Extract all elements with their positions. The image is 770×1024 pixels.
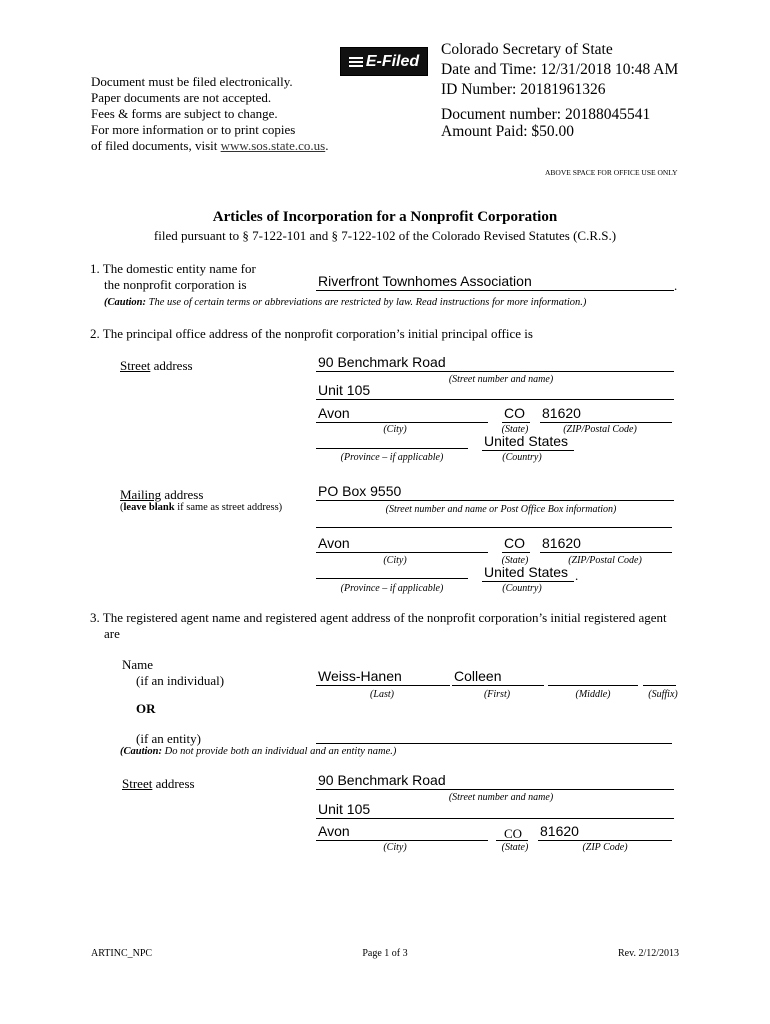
zip-postal-caption: (ZIP/Postal Code) xyxy=(563,424,637,435)
middle-caption: (Middle) xyxy=(575,689,611,700)
agent-city-caption: (City) xyxy=(383,842,407,853)
office-name: Colorado Secretary of State xyxy=(441,41,613,58)
agent-street-address-label: Street address xyxy=(122,776,195,791)
section1-label-2: the nonprofit corporation is xyxy=(104,277,247,292)
or-label: OR xyxy=(136,701,156,716)
date-time: Date and Time: 12/31/2018 10:48 AM xyxy=(441,61,679,78)
street-number-caption: (Street number and name) xyxy=(448,374,554,385)
section1-caution: (Caution: The use of certain terms or abbreviations are restricted by law. Read instructions for more information.) xyxy=(104,297,587,308)
mailing-address-label: Mailing address xyxy=(120,487,204,502)
notice-line-1: Document must be filed electronically. xyxy=(91,74,293,89)
sos-website-link[interactable]: www.sos.state.co.us xyxy=(220,138,326,153)
e-filed-logo: E-Filed xyxy=(340,47,428,76)
mailing-zip-field[interactable]: 81620 xyxy=(540,535,672,553)
agent-street-caption: (Street number and name) xyxy=(448,792,554,803)
mailing-state-caption: (State) xyxy=(501,555,529,566)
agent-zip-caption: (ZIP Code) xyxy=(582,842,628,853)
agent-zip-field[interactable]: 81620 xyxy=(538,823,672,841)
entity-name-field[interactable]: Riverfront Townhomes Association xyxy=(316,273,674,291)
street-or-po-caption: (Street number and name or Post Office Box information) xyxy=(385,504,617,515)
agent-entity-name-field[interactable] xyxy=(316,743,672,744)
mailing-city-caption: (City) xyxy=(383,555,407,566)
mailing-zip-caption: (ZIP/Postal Code) xyxy=(568,555,642,566)
last-caption: (Last) xyxy=(370,689,394,700)
document-number: Document number: 20188045541 xyxy=(441,106,651,123)
country-caption: (Country) xyxy=(502,452,542,463)
mailing-city-field[interactable]: Avon xyxy=(316,535,488,553)
mailing-province-field[interactable] xyxy=(316,578,468,579)
office-use-label: ABOVE SPACE FOR OFFICE USE ONLY xyxy=(545,168,678,177)
mailing-province-caption: (Province – if applicable) xyxy=(340,583,444,594)
principal-zip-field[interactable]: 81620 xyxy=(540,405,672,423)
suffix-caption: (Suffix) xyxy=(648,689,678,700)
mailing-state-field[interactable]: CO xyxy=(502,535,530,553)
entity-name-period: . xyxy=(674,278,678,293)
state-caption: (State) xyxy=(501,424,529,435)
agent-street-field[interactable]: 90 Benchmark Road xyxy=(316,772,674,790)
notice-line-2: Paper documents are not accepted. xyxy=(91,90,272,105)
page-number: Page 1 of 3 xyxy=(362,948,408,959)
if-individual-label: (if an individual) xyxy=(136,673,225,688)
mailing-street2-field[interactable] xyxy=(316,527,672,528)
principal-state-field[interactable]: CO xyxy=(502,405,530,423)
section3-heading-2: are xyxy=(104,626,120,641)
agent-name-label: Name xyxy=(122,657,154,672)
e-filed-lines-icon xyxy=(349,55,363,69)
page-subtitle: filed pursuant to § 7-122-101 and § 7-122-102 of the Colorado Revised Statutes (C.R.S.) xyxy=(153,228,617,243)
province-caption: (Province – if applicable) xyxy=(340,452,444,463)
street-address-label: Street address xyxy=(120,358,193,373)
mailing-country-field[interactable]: United States xyxy=(482,564,574,582)
section3-caution: (Caution: Do not provide both an individual and an entity name.) xyxy=(120,746,397,757)
id-number: ID Number: 20181961326 xyxy=(441,81,606,98)
agent-street2-field[interactable]: Unit 105 xyxy=(316,801,674,819)
amount-paid: Amount Paid: $50.00 xyxy=(441,123,575,140)
principal-street2-field[interactable]: Unit 105 xyxy=(316,382,674,400)
principal-city-field[interactable]: Avon xyxy=(316,405,488,423)
leave-blank-note: (leave blank if same as street address) xyxy=(120,502,283,513)
agent-first-name-field[interactable]: Colleen xyxy=(452,668,544,686)
revision-date: Rev. 2/12/2013 xyxy=(617,948,679,959)
city-caption: (City) xyxy=(383,424,407,435)
principal-province-field[interactable] xyxy=(316,448,468,449)
principal-street-field[interactable]: 90 Benchmark Road xyxy=(316,354,674,372)
if-entity-label: (if an entity) xyxy=(136,731,201,746)
mailing-street-field[interactable]: PO Box 9550 xyxy=(316,483,674,501)
agent-state-field[interactable]: CO xyxy=(496,823,528,841)
agent-last-name-field[interactable]: Weiss-Hanen xyxy=(316,668,450,686)
mailing-country-caption: (Country) xyxy=(502,583,542,594)
notice-line-4: For more information or to print copies xyxy=(91,122,296,137)
principal-country-field[interactable]: United States xyxy=(482,433,574,451)
first-caption: (First) xyxy=(483,689,511,700)
page-title: Articles of Incorporation for a Nonprofit Corporation xyxy=(212,209,558,225)
notice-line-5: of filed documents, visit www.sos.state.co.us. xyxy=(91,138,329,153)
section1-label-1: 1. The domestic entity name for xyxy=(90,261,256,276)
form-id: ARTINC_NPC xyxy=(91,948,153,959)
section2-heading: 2. The principal office address of the nonprofit corporation’s initial principal office is xyxy=(90,326,533,341)
agent-middle-name-field[interactable] xyxy=(548,685,638,686)
agent-state-caption: (State) xyxy=(501,842,529,853)
mailing-country-period: . xyxy=(575,568,579,583)
agent-suffix-field[interactable] xyxy=(643,685,676,686)
section3-heading-1: 3. The registered agent name and registered agent address of the nonprofit corporation’s initial registered agent xyxy=(90,610,667,625)
notice-line-3: Fees & forms are subject to change. xyxy=(91,106,278,121)
agent-city-field[interactable]: Avon xyxy=(316,823,488,841)
